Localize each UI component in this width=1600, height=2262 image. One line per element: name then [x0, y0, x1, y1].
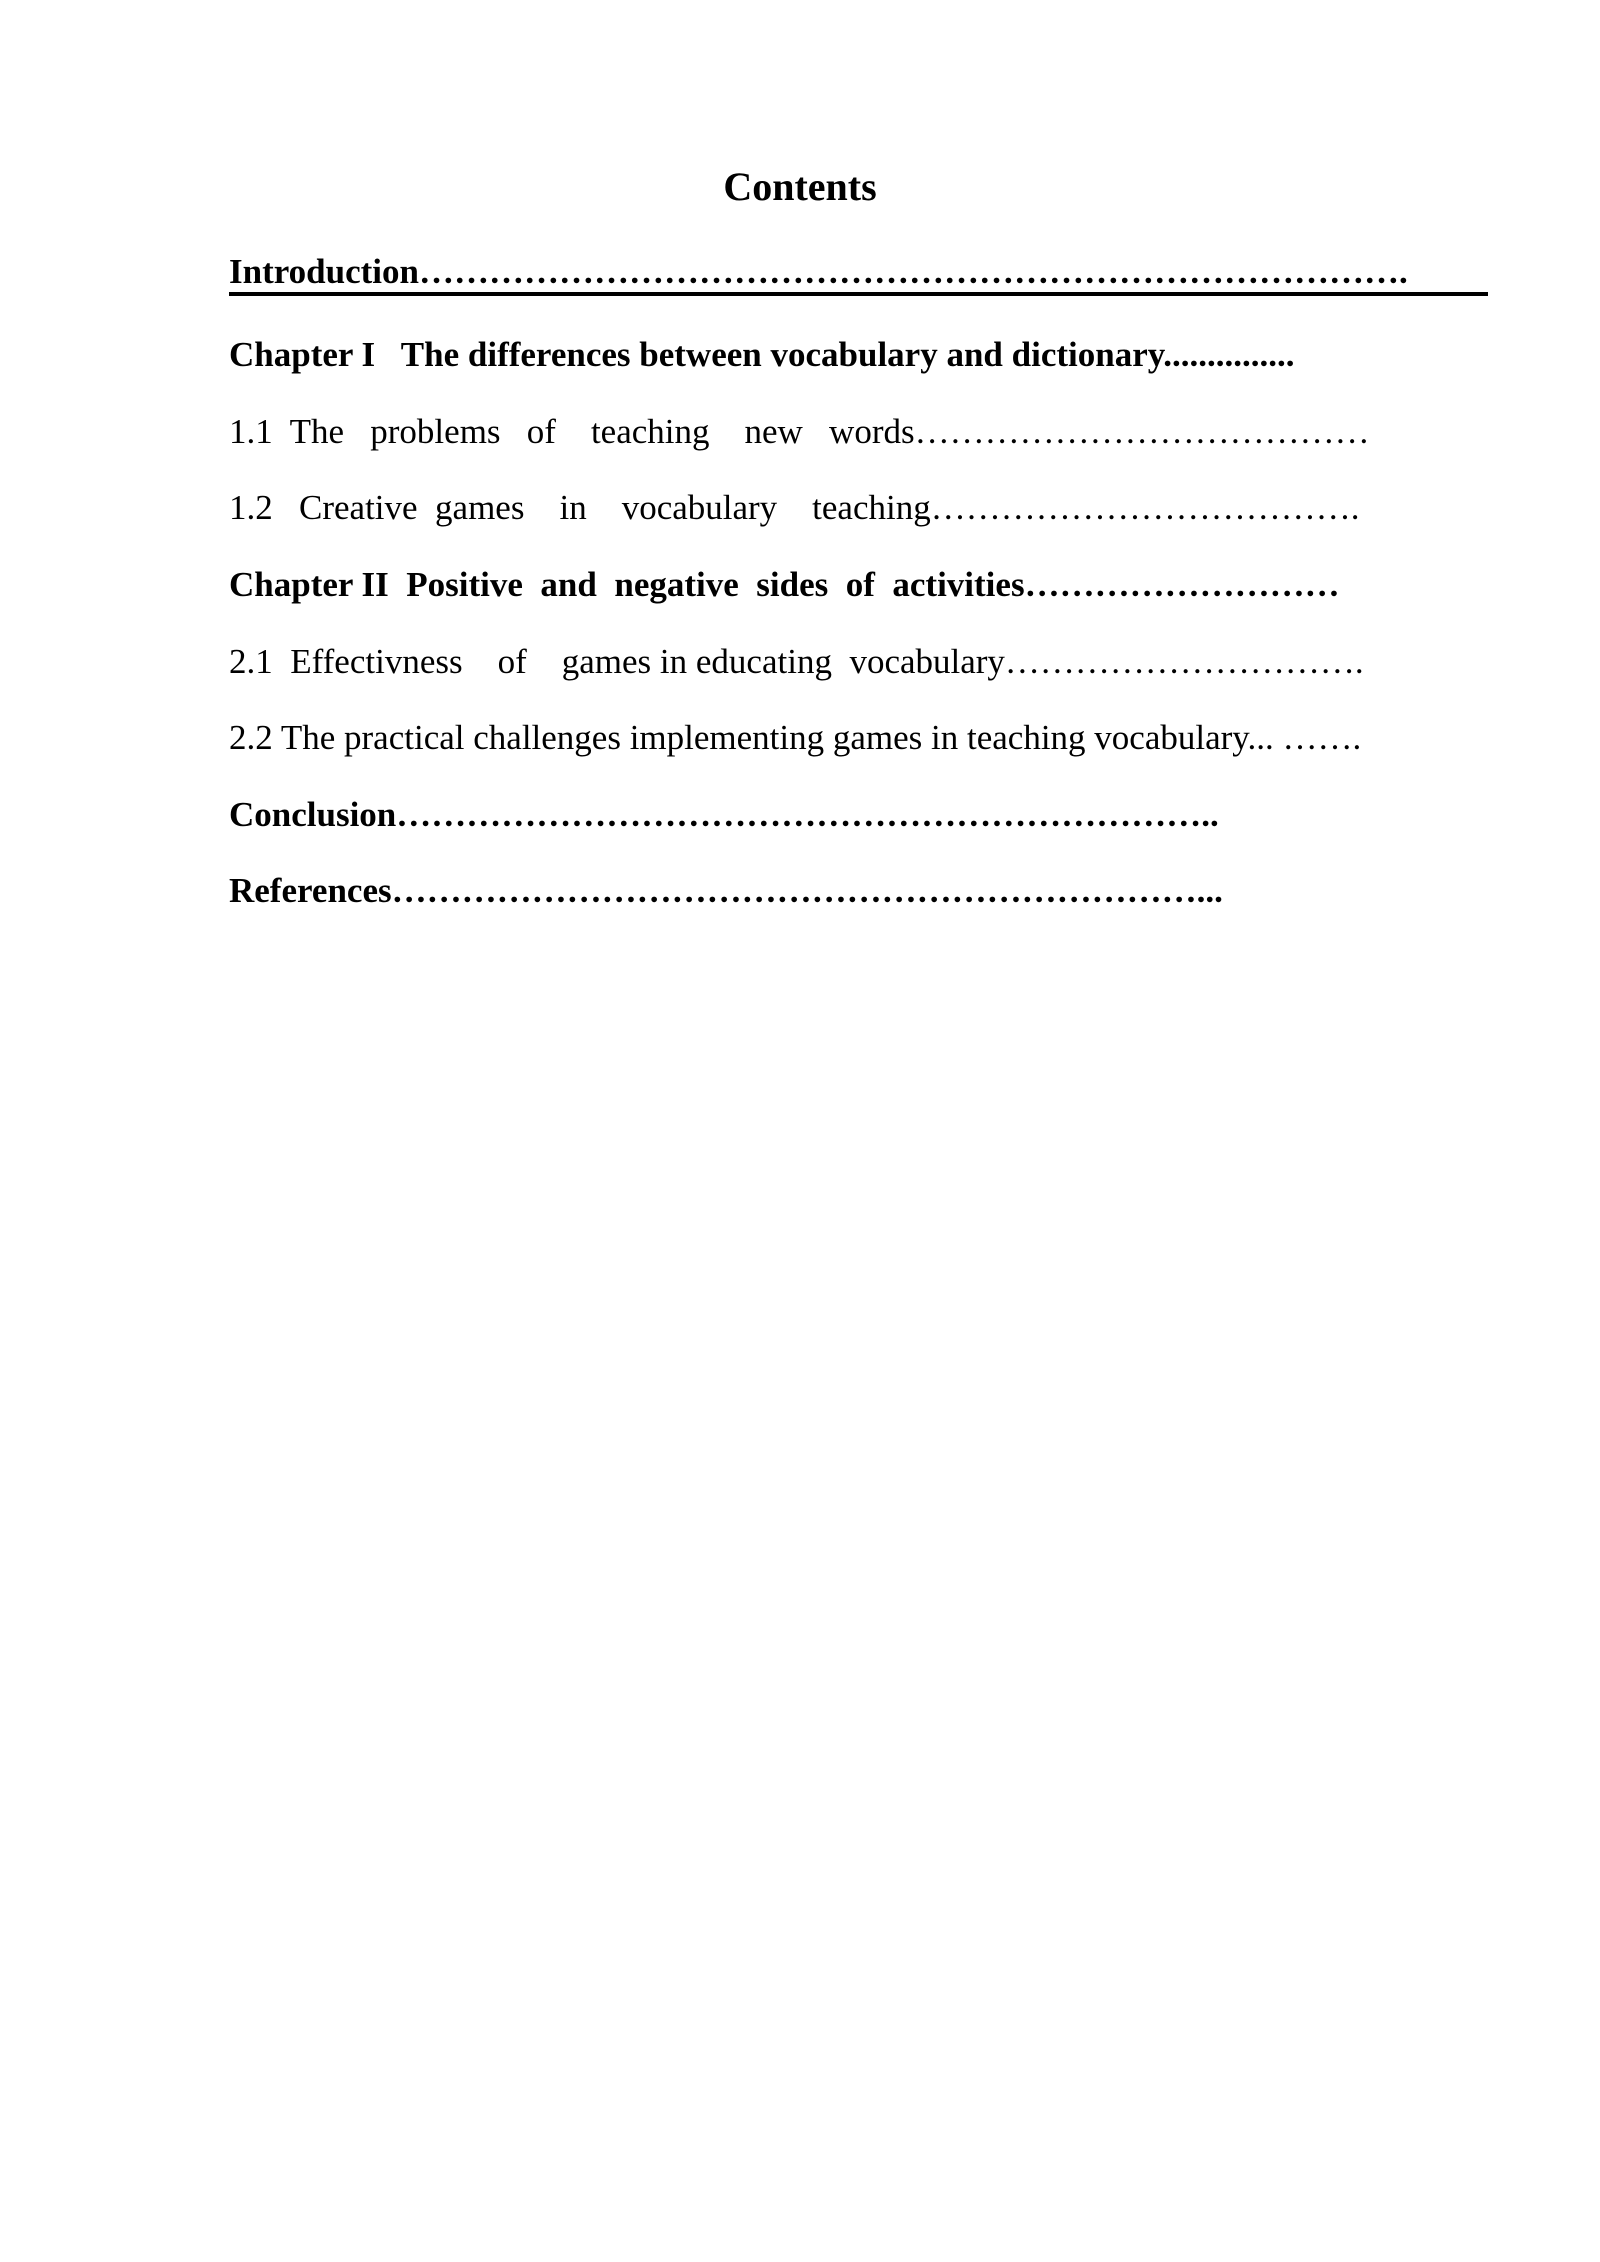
- page-title: Contents: [723, 164, 877, 209]
- toc-entry-conclusion: Conclusion……………………………………………………………..: [229, 795, 1219, 834]
- toc-entry-chapter-2: Chapter II Positive and negative sides of activities………………………: [229, 565, 1340, 604]
- toc-entry-references: References……………………………………………………………...: [229, 871, 1223, 910]
- toc-entry-2-1: 2.1 Effectivness of games in educating vocabulary………………………….: [229, 642, 1364, 681]
- toc-entry-introduction: Introduction………………………………………………………………………….: [229, 252, 1408, 291]
- introduction-underline: [229, 292, 1488, 296]
- toc-entry-2-2: 2.2 The practical challenges implementing games in teaching vocabulary... …….: [229, 718, 1362, 757]
- toc-entry-chapter-1: Chapter I The differences between vocabulary and dictionary...............: [229, 335, 1295, 374]
- toc-entry-1-2: 1.2 Creative games in vocabulary teaching……………………………….: [229, 488, 1360, 527]
- toc-entry-1-1: 1.1 The problems of teaching new words…………………………………: [229, 412, 1370, 451]
